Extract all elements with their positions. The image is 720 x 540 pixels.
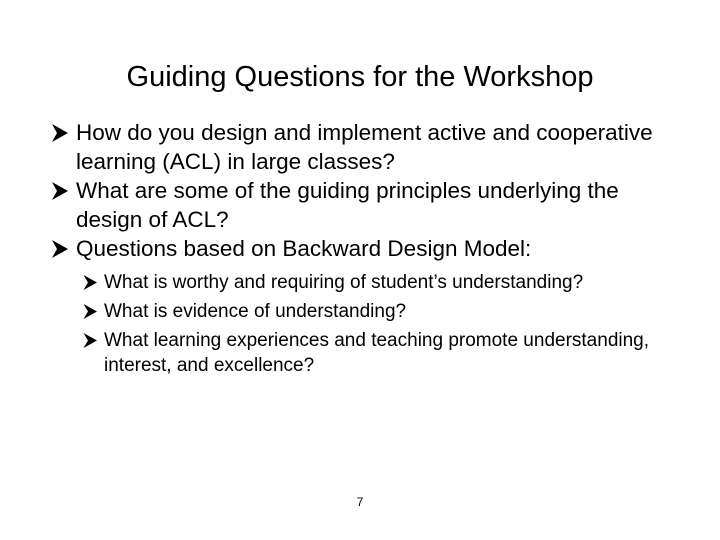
arrowhead-bullet-icon (50, 118, 70, 147)
sub-bullet-text: What learning experiences and teaching promote understanding, interest, and excellence? (104, 330, 650, 376)
arrowhead-bullet-icon (82, 328, 99, 353)
bullet-item-2 (50, 176, 690, 234)
bullet-list (50, 118, 690, 382)
sub-bullet-text: What is evidence of understanding? (104, 301, 407, 322)
slide-title: Guiding Questions for the Workshop (126, 61, 594, 93)
bullet-text: What are some of the guiding principles underlying the design of ACL? (76, 178, 619, 232)
sub-bullet-list (76, 270, 690, 378)
page-number: 7 (356, 495, 364, 509)
arrowhead-bullet-icon (50, 234, 70, 263)
bullet-item-1 (50, 118, 690, 176)
sub-bullet-item-3 (82, 328, 690, 378)
sub-bullet-item-1 (82, 270, 690, 295)
arrowhead-bullet-icon (82, 299, 99, 324)
arrowhead-bullet-icon (82, 270, 99, 295)
bullet-text: How do you design and implement active and cooperative learning (ACL) in large classes? (76, 120, 653, 174)
arrowhead-bullet-icon (50, 176, 70, 205)
bullet-item-3 (50, 234, 690, 378)
sub-bullet-item-2 (82, 299, 690, 324)
sub-bullet-text: What is worthy and requiring of student’s understanding? (104, 272, 584, 293)
bullet-text: Questions based on Backward Design Model: (76, 236, 532, 261)
